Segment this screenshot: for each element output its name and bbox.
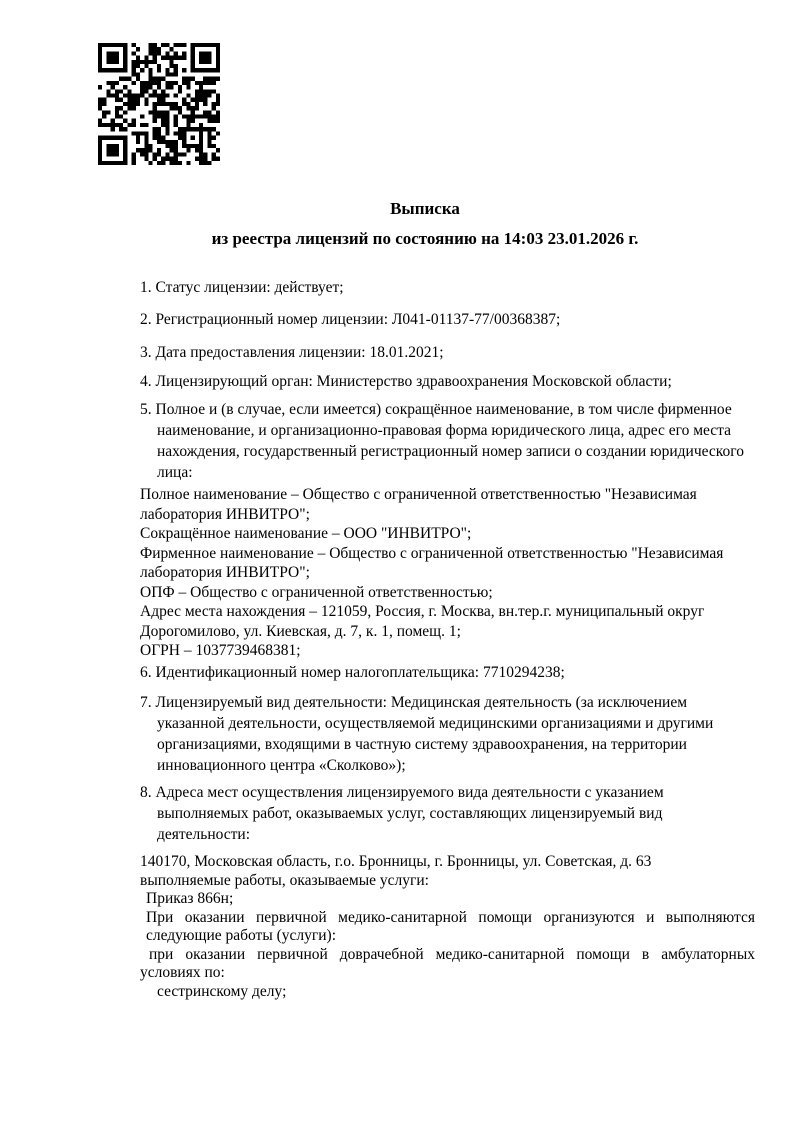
work-address-block bbox=[140, 853, 755, 1001]
item-licensed-activity: 7. Лицензируемый вид деятельности: Медицинская деятельность (за исключением указанной деятельности, осуществляемой медицинскими организациями и другими организациями, входящими в частную систему здравоохранения, на территории инновационного центра «Сколково»); bbox=[140, 694, 714, 774]
item-activity-addresses-heading: 8. Адреса мест осуществления лицензируемого вида деятельности с указанием выполняемых работ, оказываемых услуг, составляющих лицензируемый вид деятельности: bbox=[140, 784, 664, 843]
work-address: 140170, Московская область, г.о. Бронницы, г. Бронницы, ул. Советская, д. 63 bbox=[140, 853, 652, 870]
item-licensing-authority: 4. Лицензирующий орган: Министерство здравоохранения Московской области; bbox=[140, 373, 672, 390]
item-license-status: 1. Статус лицензии: действует; bbox=[140, 279, 344, 296]
org-legal-form: ОПФ – Общество с ограниченной ответственностью; bbox=[140, 583, 493, 601]
org-full-name: Полное наименование – Общество с ограниченной ответственностью "Независимая лаборатория ИНВИТРО"; bbox=[140, 486, 697, 523]
org-address: Адрес места нахождения – 121059, Россия, г. Москва, вн.тер.г. муниципальный округ Дорогомилово, ул. Киевская, д. 7, к. 1, помещ. 1; bbox=[140, 603, 705, 640]
item-taxpayer-id: 6. Идентификационный номер налогоплательщика: 7710294238; bbox=[140, 664, 565, 681]
org-brand-name: Фирменное наименование – Общество с ограниченной ответственностью "Независимая лаборатория ИНВИТРО"; bbox=[140, 544, 724, 581]
order-866n: Приказ 866н; bbox=[146, 890, 234, 907]
item-registration-number: 2. Регистрационный номер лицензии: Л041-01137-77/00368387; bbox=[140, 311, 561, 328]
org-ogrn: ОГРН – 1037739468381; bbox=[140, 642, 301, 659]
org-short-name: Сокращённое наименование – ООО "ИНВИТРО"; bbox=[140, 525, 472, 542]
title-line-1: Выписка bbox=[390, 199, 460, 218]
org-details-block bbox=[140, 485, 755, 661]
item-org-name-heading: 5. Полное и (в случае, если имеется) сокращённое наименование, в том числе фирменное наименование, и организационно-правовая форма юридического лица, адрес его места нахождения, государственный регистрационный номер записи о создании юридического лица: bbox=[140, 401, 745, 481]
works-label: выполняемые работы, оказываемые услуги: bbox=[140, 871, 429, 889]
works-service-nursing: сестринскому делу; bbox=[157, 982, 287, 1000]
document-content bbox=[95, 0, 755, 1121]
title-line-2: из реестра лицензий по состоянию на 14:03 23.01.2026 г. bbox=[211, 229, 639, 248]
works-para-pre-medical: при оказании первичной доврачебной медико-санитарной помощи в амбулаторных условиях по: bbox=[140, 945, 755, 981]
works-para-primary-care: При оказании первичной медико-санитарной помощи организуются и выполняются следующие работы (услуги): bbox=[146, 908, 755, 944]
document-title bbox=[95, 194, 755, 254]
item-grant-date: 3. Дата предоставления лицензии: 18.01.2021; bbox=[140, 344, 444, 361]
